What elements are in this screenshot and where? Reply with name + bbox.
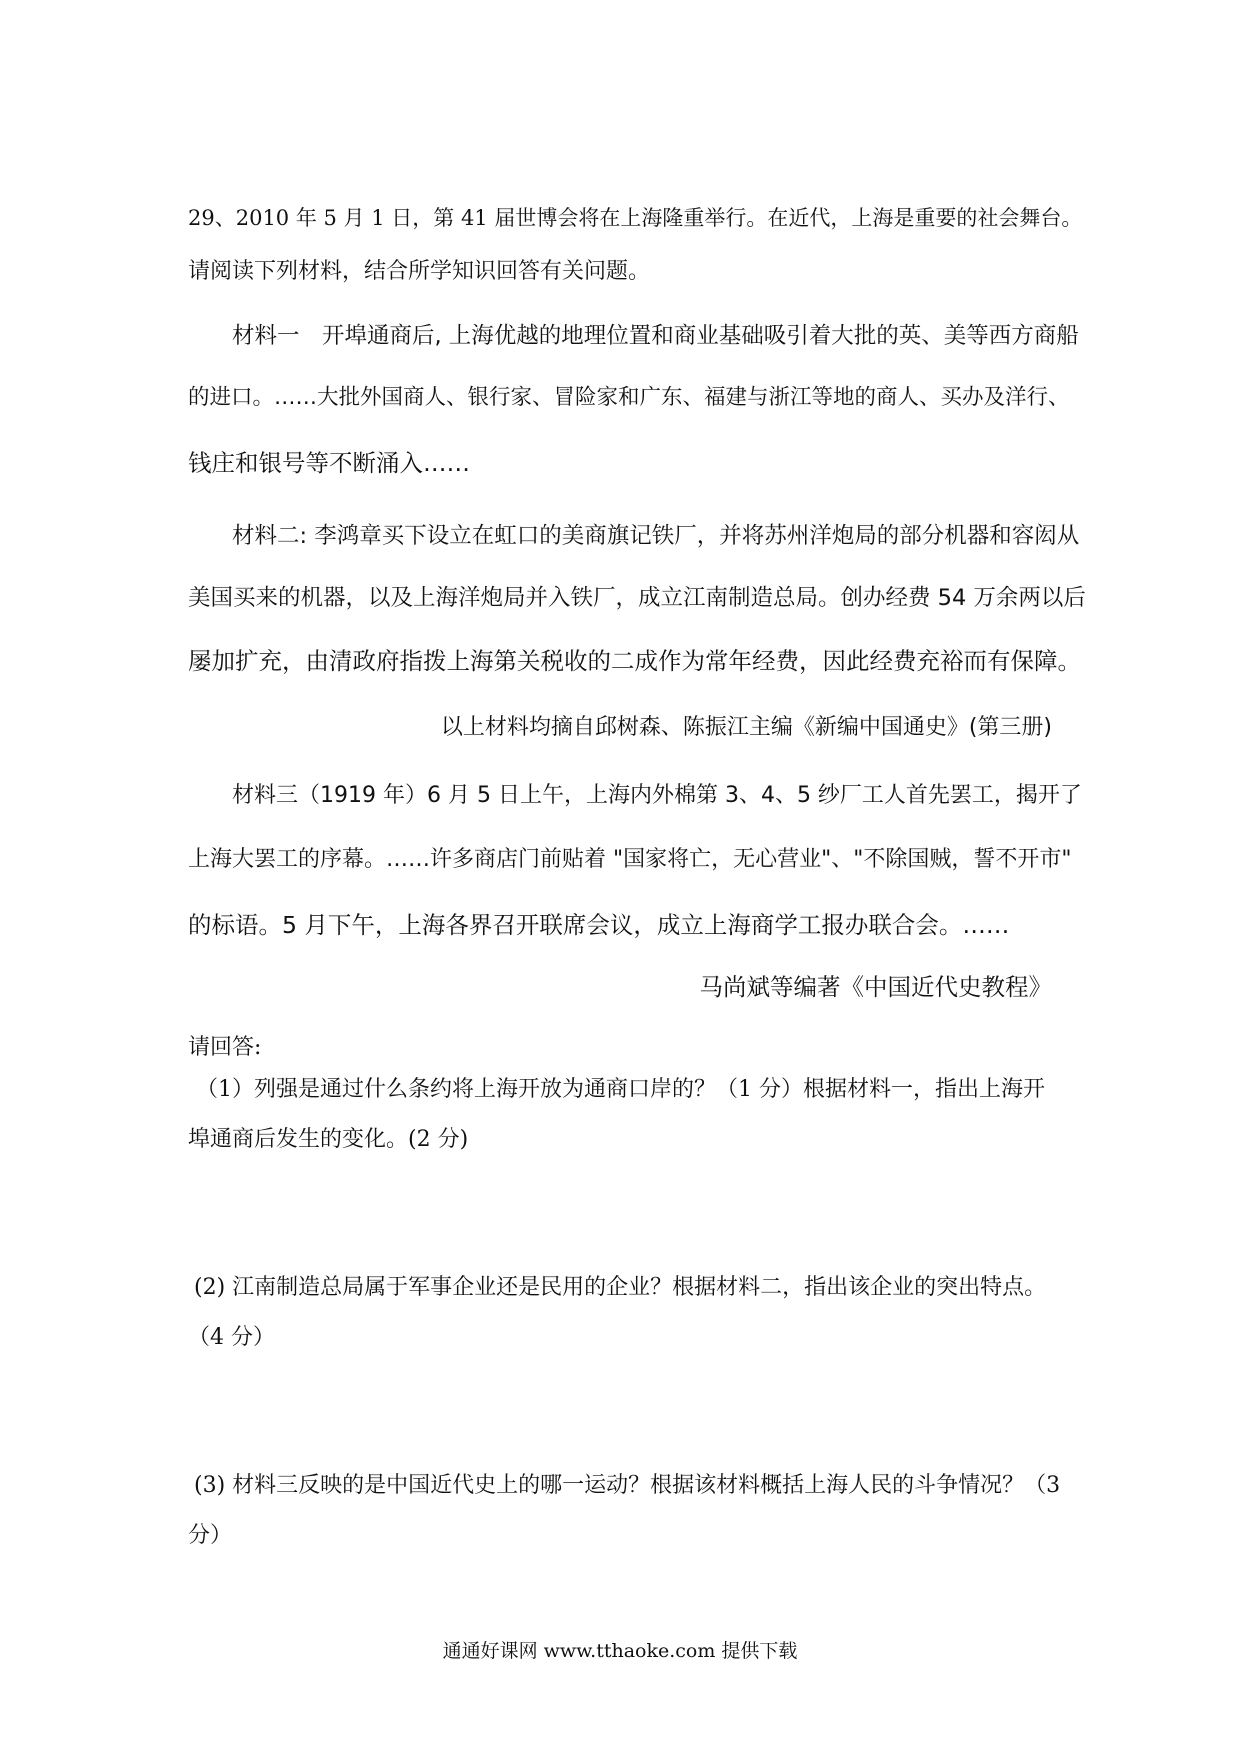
material-2-line-2: 美国买来的机器，以及上海洋炮局并入铁厂，成立江南制造总局。创办经费 54 万余两以后 [188, 585, 1086, 611]
sub-question-1-line-1: （1）列强是通过什么条约将上海开放为通商口岸的？（1 分）根据材料一，指出上海开 [196, 1077, 1045, 1102]
page-footer: 通通好课网 www.tthaoke.com 提供下载 [442, 1640, 798, 1662]
material-3-line-2: 上海大罢工的序幕。……许多商店门前贴着 "国家将亡，无心营业"、"不除国贼，誓不开市" [188, 847, 1072, 872]
material-1-line-3: 钱庄和银号等不断涌入…… [188, 449, 470, 477]
answer-prompt: 请回答: [188, 1035, 262, 1060]
question-intro-line-1: 29、2010 年 5 月 1 日，第 41 届世博会将在上海隆重举行。在近代，上海是重要的社会舞台。 [188, 206, 1083, 230]
sub-question-2-line-1: (2) 江南制造总局属于军事企业还是民用的企业？根据材料二，指出该企业的突出特点。 [194, 1275, 1047, 1300]
material-3-line-1: 材料三（1919 年）6 月 5 日上午，上海内外棉第 3、4、5 纱厂工人首先罢工，揭开了 [232, 783, 1082, 808]
sub-question-1-line-2: 埠通商后发生的变化。(2 分) [188, 1127, 469, 1152]
material-1-2-source: 以上材料均摘自邱树森、陈振江主编《新编中国通史》(第三册) [440, 715, 1052, 740]
material-3-line-3: 的标语。5 月下午，上海各界召开联席会议，成立上海商学工报办联合会。…… [188, 911, 1010, 939]
sub-question-2-line-2: （4 分） [188, 1325, 275, 1350]
sub-question-3-line-2: 分） [188, 1523, 233, 1548]
sub-question-3-line-1: (3) 材料三反映的是中国近代史上的哪一运动？根据该材料概括上海人民的斗争情况？（3 [194, 1473, 1061, 1498]
question-intro-line-2: 请阅读下列材料，结合所学知识回答有关问题。 [188, 259, 651, 284]
material-2-line-1: 材料二: 李鸿章买下设立在虹口的美商旗记铁厂，并将苏州洋炮局的部分机器和容闳从 [232, 523, 1080, 549]
material-1-line-1: 材料一 开埠通商后, 上海优越的地理位置和商业基础吸引着大批的英、美等西方商船 [232, 323, 1079, 349]
material-1-line-2: 的进口。……大批外国商人、银行家、冒险家和广东、福建与浙江等地的商人、买办及洋行、 [188, 385, 1070, 410]
material-2-line-3: 屡加扩充，由清政府指拨上海第关税收的二成作为常年经费，因此经费充裕而有保障。 [188, 647, 1081, 675]
material-3-source: 马尚斌等编著《中国近代史教程》 [699, 973, 1052, 1001]
